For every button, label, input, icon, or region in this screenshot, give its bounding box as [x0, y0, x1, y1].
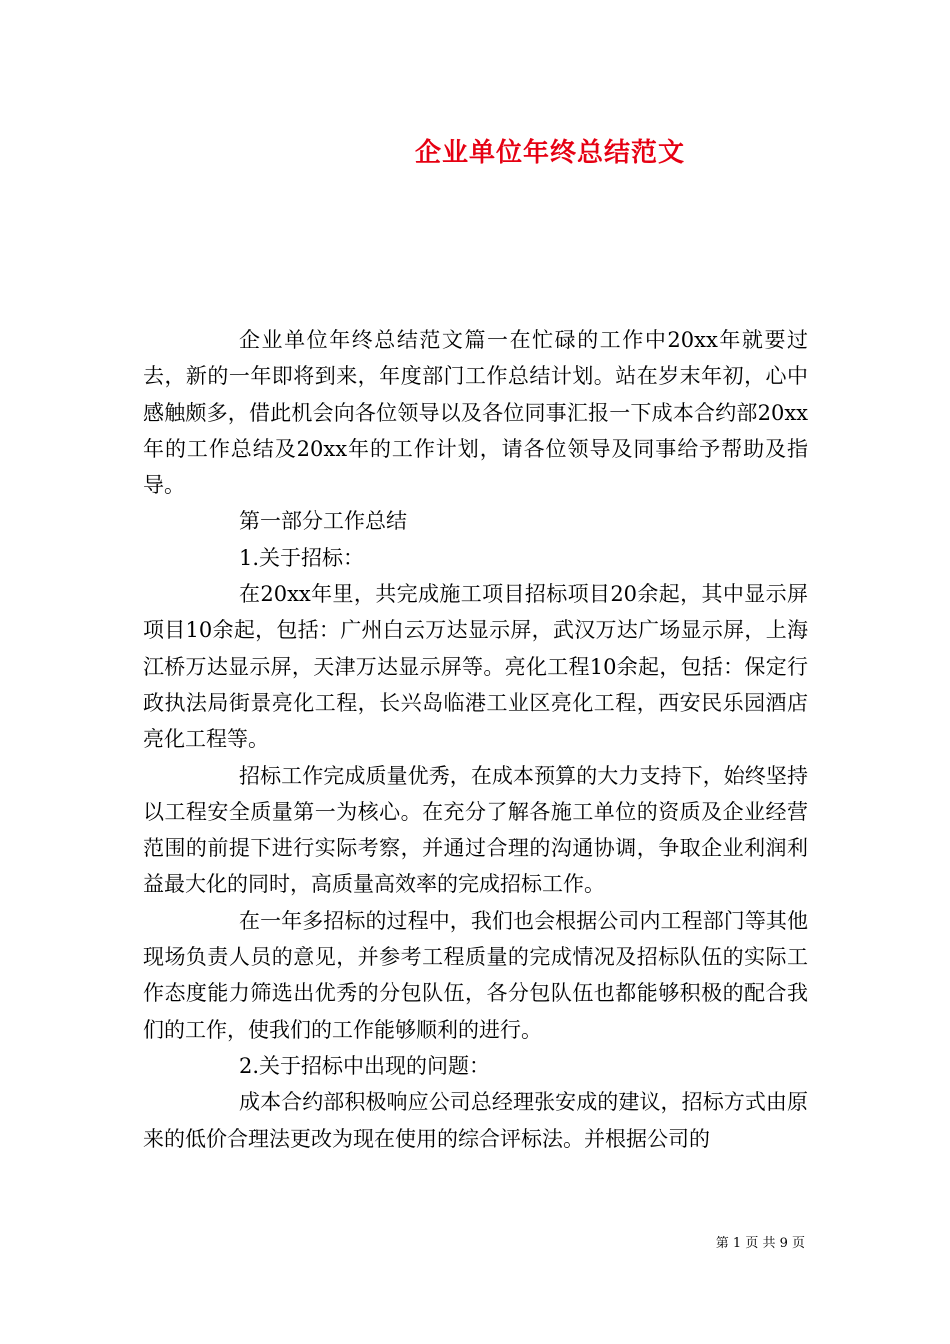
section-heading-part-one: 第一部分工作总结: [239, 509, 407, 534]
page-number-footer: 第 1 页 共 9 页: [715, 1236, 805, 1251]
paragraph-bidding-process: 在一年多招标的过程中，我们也会根据公司内工程部门等其他现场负责人员的意见，并参考工程质量的完成情况及招标队伍的实际工作态度能力筛选出优秀的分包队伍，各分包队伍也都能够积极的配合我们的工作，使我们的工作能够顺利的进行。: [143, 908, 808, 1042]
subheading-bidding: 1.关于招标：: [239, 545, 365, 570]
subheading-bidding-issues: 2.关于招标中出现的问题：: [239, 1053, 491, 1078]
paragraph-intro: 企业单位年终总结范文篇一在忙碌的工作中20xx年就要过去，新的一年即将到来，年度部门工作总结计划。站在岁末年初，心中感触颇多，借此机会向各位领导以及各位同事汇报一下成本合约部20xx年的工作总结及20xx年的工作计划，请各位领导及同事给予帮助及指导。: [143, 328, 808, 498]
document-title: 企业单位年终总结范文: [414, 138, 685, 168]
paragraph-bidding-quality: 招标工作完成质量优秀，在成本预算的大力支持下，始终坚持以工程安全质量第一为核心。在充分了解各施工单位的资质及企业经营范围的前提下进行实际考察，并通过合理的沟通协调，争取企业利润利益最大化的同时，高质量高效率的完成招标工作。: [143, 763, 808, 897]
document-body: [143, 322, 808, 1157]
paragraph-bidding-method: 成本合约部积极响应公司总经理张安成的建议，招标方式由原来的低价合理法更改为现在使用的综合评标法。并根据公司的: [143, 1090, 808, 1151]
paragraph-bidding-projects: 在20xx年里，共完成施工项目招标项目20余起，其中显示屏项目10余起，包括：广州白云万达显示屏，武汉万达广场显示屏，上海江桥万达显示屏，天津万达显示屏等。亮化工程10余起，包括：保定行政执法局街景亮化工程，长兴岛临港工业区亮化工程，西安民乐园酒店亮化工程等。: [143, 582, 808, 752]
